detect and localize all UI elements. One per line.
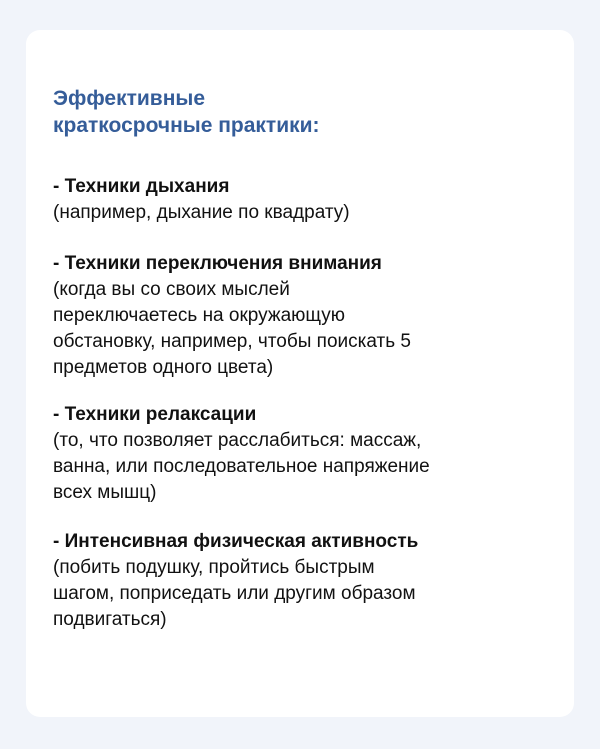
practice-title: - Интенсивная физическая активность xyxy=(53,531,419,552)
practice-title: - Техники релаксации xyxy=(53,404,257,425)
practice-description: (например, дыхание по квадрату) xyxy=(53,202,350,223)
practice-item-relaxation xyxy=(53,402,553,506)
practice-item-breathing xyxy=(53,174,553,226)
practice-description: (когда вы со своих мыслей переключаетесь на окружающую обстановку, например, чтобы поискать 5 предметов одного цвета) xyxy=(53,279,411,378)
practice-description: (то, что позволяет расслабиться: массаж, ванна, или последовательное напряжение всех мышц) xyxy=(53,430,430,503)
practice-description: (побить подушку, пройтись быстрым шагом, поприседать или другим образом подвигаться) xyxy=(53,557,416,630)
practice-item-physical-activity xyxy=(53,529,553,633)
content-card xyxy=(26,30,574,717)
practice-title: - Техники дыхания xyxy=(53,176,230,197)
practice-item-attention-switching xyxy=(53,251,553,381)
card-heading: Эффективные краткосрочные практики: xyxy=(53,87,320,137)
practice-title: - Техники переключения внимания xyxy=(53,253,382,274)
